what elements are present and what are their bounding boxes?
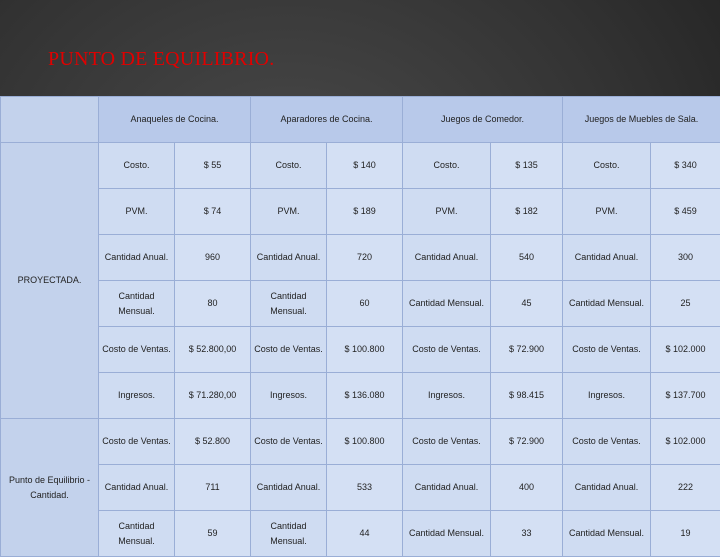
row-label: PVM.	[563, 189, 651, 235]
row-value: $ 102.000	[651, 419, 720, 465]
row-value: $ 100.800	[327, 327, 403, 373]
row-value: 222	[651, 465, 720, 511]
row-label: Cantidad Anual.	[251, 235, 327, 281]
row-label: Costo de Ventas.	[99, 419, 175, 465]
row-value: 300	[651, 235, 720, 281]
row-label: PVM.	[251, 189, 327, 235]
row-label: Cantidad Anual.	[99, 465, 175, 511]
row-value: 540	[491, 235, 563, 281]
row-label: Cantidad Mensual.	[99, 511, 175, 557]
row-label: Costo.	[403, 143, 491, 189]
row-label: Costo de Ventas.	[563, 327, 651, 373]
header-comedor: Juegos de Comedor.	[403, 97, 563, 143]
header-row	[1, 97, 720, 143]
row-value: 960	[175, 235, 251, 281]
row-label: Costo de Ventas.	[403, 419, 491, 465]
row-value: $ 189	[327, 189, 403, 235]
row-label: Cantidad Mensual.	[99, 281, 175, 327]
row-label: Costo.	[251, 143, 327, 189]
break-even-table	[0, 96, 720, 557]
row-value: $ 459	[651, 189, 720, 235]
row-value: 44	[327, 511, 403, 557]
table-row	[1, 373, 720, 419]
row-label: Costo de Ventas.	[251, 419, 327, 465]
row-value: $ 52.800	[175, 419, 251, 465]
row-label: Costo de Ventas.	[99, 327, 175, 373]
row-value: $ 100.800	[327, 419, 403, 465]
row-value: 720	[327, 235, 403, 281]
row-value: $ 52.800,00	[175, 327, 251, 373]
row-value: 45	[491, 281, 563, 327]
table-row	[1, 143, 720, 189]
header-aparadores: Aparadores de Cocina.	[251, 97, 403, 143]
row-value: $ 137.700	[651, 373, 720, 419]
row-label: Costo de Ventas.	[251, 327, 327, 373]
row-label: Cantidad Mensual.	[251, 511, 327, 557]
row-value: $ 55	[175, 143, 251, 189]
row-value: $ 135	[491, 143, 563, 189]
row-value: $ 140	[327, 143, 403, 189]
row-value: $ 74	[175, 189, 251, 235]
slide-title: PUNTO DE EQUILIBRIO.	[48, 48, 274, 71]
row-value: 19	[651, 511, 720, 557]
table-row	[1, 511, 720, 557]
row-value: 533	[327, 465, 403, 511]
row-value: $ 340	[651, 143, 720, 189]
row-value: 60	[327, 281, 403, 327]
row-label: Cantidad Anual.	[251, 465, 327, 511]
row-value: 711	[175, 465, 251, 511]
row-label: Cantidad Anual.	[403, 235, 491, 281]
row-label: Ingresos.	[99, 373, 175, 419]
row-label: Costo.	[99, 143, 175, 189]
row-value: $ 98.415	[491, 373, 563, 419]
row-label: Cantidad Anual.	[563, 235, 651, 281]
row-value: $ 72.900	[491, 327, 563, 373]
row-label: Cantidad Mensual.	[403, 281, 491, 327]
table-row	[1, 327, 720, 373]
row-value: 80	[175, 281, 251, 327]
row-label: Ingresos.	[403, 373, 491, 419]
row-label: Cantidad Anual.	[403, 465, 491, 511]
row-label: Cantidad Anual.	[99, 235, 175, 281]
row-label: Ingresos.	[563, 373, 651, 419]
row-label: Cantidad Mensual.	[563, 281, 651, 327]
group-label: PROYECTADA.	[1, 143, 99, 419]
row-value: $ 136.080	[327, 373, 403, 419]
corner-cell	[1, 97, 99, 143]
header-anaqueles: Anaqueles de Cocina.	[99, 97, 251, 143]
row-value: 33	[491, 511, 563, 557]
row-label: Costo de Ventas.	[403, 327, 491, 373]
row-label: Cantidad Mensual.	[251, 281, 327, 327]
table-row	[1, 281, 720, 327]
row-value: $ 72.900	[491, 419, 563, 465]
header-sala: Juegos de Muebles de Sala.	[563, 97, 720, 143]
row-value: $ 102.000	[651, 327, 720, 373]
table-row	[1, 235, 720, 281]
group-label: Punto de Equilibrio - Cantidad.	[1, 419, 99, 557]
table-row	[1, 189, 720, 235]
row-label: Ingresos.	[251, 373, 327, 419]
row-value: 25	[651, 281, 720, 327]
row-label: Costo.	[563, 143, 651, 189]
row-value: 59	[175, 511, 251, 557]
row-value: 400	[491, 465, 563, 511]
row-label: PVM.	[99, 189, 175, 235]
row-label: Cantidad Anual.	[563, 465, 651, 511]
row-value: $ 71.280,00	[175, 373, 251, 419]
row-label: Cantidad Mensual.	[403, 511, 491, 557]
row-label: Cantidad Mensual.	[563, 511, 651, 557]
row-label: Costo de Ventas.	[563, 419, 651, 465]
row-label: PVM.	[403, 189, 491, 235]
row-value: $ 182	[491, 189, 563, 235]
table-row	[1, 419, 720, 465]
table-row	[1, 465, 720, 511]
